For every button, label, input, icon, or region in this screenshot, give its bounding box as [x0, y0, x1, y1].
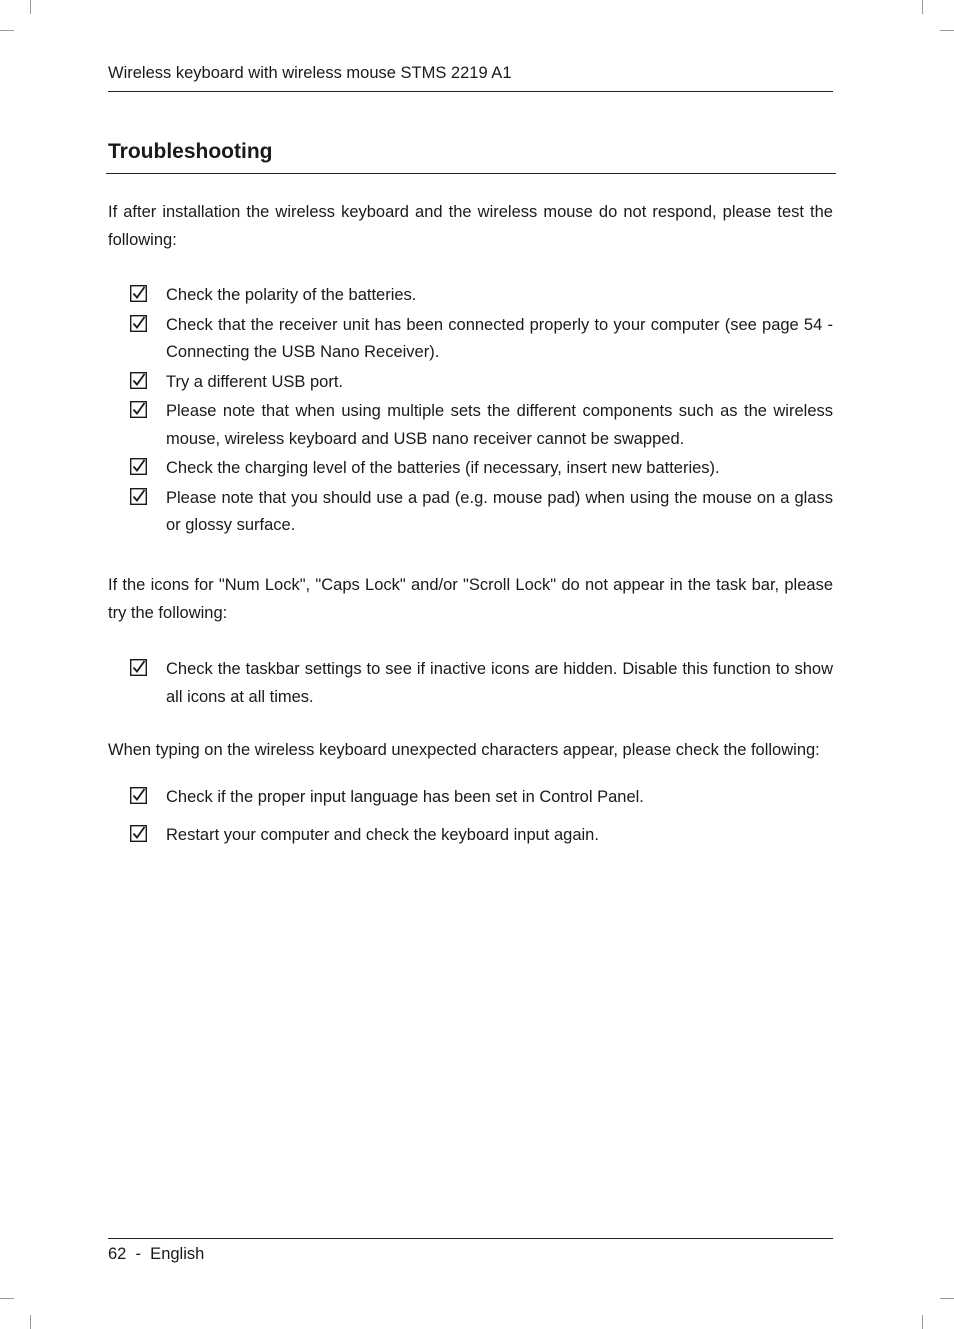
- list-item-text: Check the polarity of the batteries.: [166, 286, 417, 304]
- checked-box-icon: [130, 315, 147, 332]
- list-item: [108, 784, 833, 812]
- section-heading-block: [106, 138, 836, 174]
- checked-box-icon: [130, 458, 147, 475]
- list-item: [108, 485, 833, 540]
- list-item: [108, 398, 833, 453]
- list-item-text: Restart your computer and check the keyboard input again.: [166, 825, 599, 844]
- list-item: [108, 312, 833, 367]
- page-footer: [108, 1238, 833, 1269]
- list-item-text: Please note that you should use a pad (e.g. mouse pad) when using the mouse on a glass or glossy surface.: [166, 488, 833, 534]
- crop-mark: [0, 30, 14, 31]
- list-item-text: Try a different USB port.: [166, 372, 343, 391]
- crop-mark: [30, 0, 31, 14]
- list-item: [108, 455, 833, 483]
- intro-paragraph-1: If after installation the wireless keyboard and the wireless mouse do not respond, please test the following:: [108, 203, 833, 249]
- intro-paragraph-3: When typing on the wireless keyboard unexpected characters appear, please check the following:: [108, 741, 820, 759]
- crop-mark: [30, 1315, 31, 1329]
- checklist-3: [108, 784, 833, 851]
- list-item: [108, 822, 833, 850]
- list-item-text: Check the charging level of the batteries (if necessary, insert new batteries).: [166, 459, 720, 477]
- intro-paragraph-2: If the icons for "Num Lock", "Caps Lock" and/or "Scroll Lock" do not appear in the task bar, please try the following:: [108, 576, 833, 622]
- checked-box-icon: [130, 372, 147, 389]
- checked-box-icon: [130, 787, 147, 804]
- checked-box-icon: [130, 401, 147, 418]
- crop-mark: [940, 30, 954, 31]
- header-title: Wireless keyboard with wireless mouse STMS 2219 A1: [108, 64, 512, 82]
- list-item-text: Check the taskbar settings to see if inactive icons are hidden. Disable this function to show all icons at all times.: [166, 660, 833, 706]
- checked-box-icon: [130, 285, 147, 302]
- checked-box-icon: [130, 488, 147, 505]
- crop-mark: [922, 0, 923, 14]
- list-item: [108, 282, 833, 310]
- checklist-1: [108, 282, 833, 542]
- checked-box-icon: [130, 825, 147, 842]
- page-number-label: 62 - English: [108, 1245, 205, 1263]
- list-item-text: Check that the receiver unit has been connected properly to your computer (see page 54 - Connecting the USB Nano Receiver).: [166, 315, 833, 361]
- checklist-2: [108, 656, 833, 713]
- page-title: Troubleshooting: [108, 140, 273, 163]
- crop-mark: [940, 1298, 954, 1299]
- list-item: [108, 369, 833, 397]
- crop-mark: [0, 1298, 14, 1299]
- list-item-text: Please note that when using multiple sets the different components such as the wireless mouse, wireless keyboard and USB nano receiver cannot be swapped.: [166, 402, 833, 448]
- checked-box-icon: [130, 659, 147, 676]
- crop-mark: [922, 1315, 923, 1329]
- running-header: [108, 62, 833, 92]
- list-item: [108, 656, 833, 711]
- list-item-text: Check if the proper input language has been set in Control Panel.: [166, 788, 644, 806]
